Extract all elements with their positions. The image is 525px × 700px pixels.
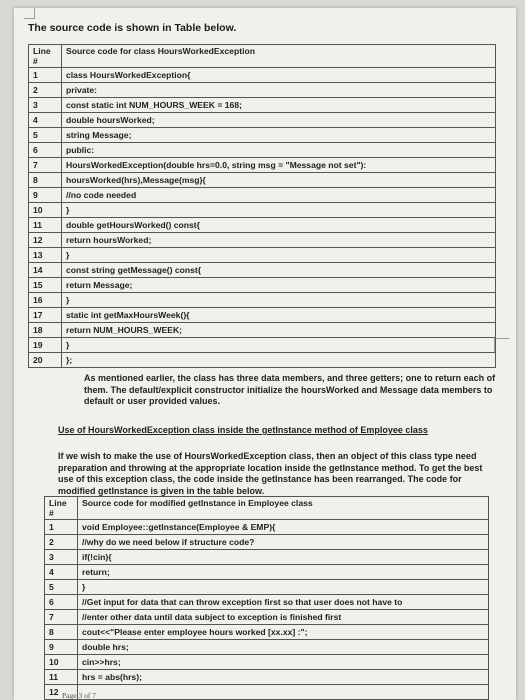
code-row bbox=[29, 308, 496, 323]
code-line: } bbox=[62, 248, 496, 263]
table-header-row bbox=[29, 45, 496, 68]
line-number: 3 bbox=[45, 550, 78, 565]
code-line: const static int NUM_HOURS_WEEK = 168; bbox=[62, 98, 496, 113]
code-line: //no code needed bbox=[62, 188, 496, 203]
code-row bbox=[29, 143, 496, 158]
code-row bbox=[29, 173, 496, 188]
line-number: 11 bbox=[29, 218, 62, 233]
line-number: 17 bbox=[29, 308, 62, 323]
line-number: 4 bbox=[29, 113, 62, 128]
line-number: 4 bbox=[45, 565, 78, 580]
code-line: private: bbox=[62, 83, 496, 98]
code-row bbox=[45, 520, 489, 535]
line-number: 12 bbox=[45, 685, 78, 700]
table-header-row bbox=[45, 497, 489, 520]
code-row bbox=[45, 640, 489, 655]
code-line: return hoursWorked; bbox=[62, 233, 496, 248]
code-row bbox=[29, 128, 496, 143]
code-line: return Message; bbox=[62, 278, 496, 293]
code-line: const string getMessage() const{ bbox=[62, 263, 496, 278]
code-line: } bbox=[78, 580, 489, 595]
code-line: //enter other data until data subject to exception is finished first bbox=[78, 610, 489, 625]
code-row bbox=[29, 353, 496, 368]
line-number: 7 bbox=[45, 610, 78, 625]
code-row bbox=[45, 595, 489, 610]
code-row bbox=[45, 550, 489, 565]
code-row bbox=[45, 670, 489, 685]
code-row bbox=[45, 565, 489, 580]
code-row bbox=[29, 158, 496, 173]
code-line: string Message; bbox=[62, 128, 496, 143]
code-line: } bbox=[62, 338, 496, 353]
code-row bbox=[29, 293, 496, 308]
code-line: static int getMaxHoursWeek(){ bbox=[62, 308, 496, 323]
line-number: 14 bbox=[29, 263, 62, 278]
code-row bbox=[29, 83, 496, 98]
line-number: 16 bbox=[29, 293, 62, 308]
code-line: return NUM_HOURS_WEEK; bbox=[62, 323, 496, 338]
line-number: 9 bbox=[29, 188, 62, 203]
code-line: } bbox=[62, 203, 496, 218]
source-code-table-1 bbox=[28, 44, 496, 368]
code-row bbox=[45, 610, 489, 625]
line-number: 19 bbox=[29, 338, 62, 353]
code-row bbox=[29, 203, 496, 218]
line-number: 13 bbox=[29, 248, 62, 263]
line-number: 2 bbox=[29, 83, 62, 98]
line-number: 15 bbox=[29, 278, 62, 293]
code-line: //Get input for data that can throw exception first so that user does not have to bbox=[78, 595, 489, 610]
code-row bbox=[29, 263, 496, 278]
corner-mark bbox=[24, 8, 35, 19]
code-row bbox=[45, 655, 489, 670]
code-row bbox=[45, 580, 489, 595]
page-footer: Page 3 of 7 bbox=[62, 691, 96, 700]
line-number: 1 bbox=[29, 68, 62, 83]
paragraph-getinstance: If we wish to make the use of HoursWorkedException class, then an object of this class type need preparation and throwing at the appropriate location inside the getInstance method. To get the best use of this exception class, the code inside the getInstance has been rearranged. The code for modified getInstance is given in the table below. bbox=[58, 451, 483, 496]
code-row bbox=[29, 218, 496, 233]
code-line bbox=[78, 685, 489, 700]
code-line: } bbox=[62, 293, 496, 308]
code-row bbox=[45, 625, 489, 640]
code-line: public: bbox=[62, 143, 496, 158]
line-number: 11 bbox=[45, 670, 78, 685]
section-heading: Use of HoursWorkedException class inside the getInstance method of Employee class bbox=[58, 425, 428, 435]
line-number: 5 bbox=[45, 580, 78, 595]
line-number: 3 bbox=[29, 98, 62, 113]
code-line: hrs = abs(hrs); bbox=[78, 670, 489, 685]
line-number: 9 bbox=[45, 640, 78, 655]
code-line: double getHoursWorked() const{ bbox=[62, 218, 496, 233]
code-line: void Employee::getInstance(Employee & EMP){ bbox=[78, 520, 489, 535]
code-line: }; bbox=[62, 353, 496, 368]
code-line: //why do we need below if structure code? bbox=[78, 535, 489, 550]
line-column-header: Line # bbox=[29, 45, 62, 68]
code-row bbox=[29, 233, 496, 248]
corner-mark bbox=[494, 338, 509, 353]
source-column-header: Source code for class HoursWorkedException bbox=[62, 45, 496, 68]
code-row bbox=[29, 68, 496, 83]
code-line: double hoursWorked; bbox=[62, 113, 496, 128]
line-number: 10 bbox=[29, 203, 62, 218]
code-line: return; bbox=[78, 565, 489, 580]
code-line: cout<<"Please enter employee hours worked [xx.xx] :"; bbox=[78, 625, 489, 640]
line-column-header: Line # bbox=[45, 497, 78, 520]
line-number: 18 bbox=[29, 323, 62, 338]
line-number: 12 bbox=[29, 233, 62, 248]
line-number: 6 bbox=[45, 595, 78, 610]
code-row bbox=[29, 338, 496, 353]
line-number: 7 bbox=[29, 158, 62, 173]
code-line: class HoursWorkedException{ bbox=[62, 68, 496, 83]
source-code-table-2 bbox=[44, 496, 489, 700]
code-row bbox=[29, 188, 496, 203]
line-number: 2 bbox=[45, 535, 78, 550]
code-line: cin>>hrs; bbox=[78, 655, 489, 670]
code-row bbox=[29, 323, 496, 338]
code-row bbox=[29, 113, 496, 128]
code-line: if(!cin){ bbox=[78, 550, 489, 565]
intro-text: The source code is shown in Table below. bbox=[28, 22, 237, 34]
code-row bbox=[29, 278, 496, 293]
code-line: HoursWorkedException(double hrs=0.0, string msg = "Message not set"): bbox=[62, 158, 496, 173]
code-row bbox=[29, 98, 496, 113]
line-number: 6 bbox=[29, 143, 62, 158]
code-line: double hrs; bbox=[78, 640, 489, 655]
line-number: 8 bbox=[29, 173, 62, 188]
code-row bbox=[45, 685, 489, 700]
line-number: 20 bbox=[29, 353, 62, 368]
line-number: 1 bbox=[45, 520, 78, 535]
line-number: 10 bbox=[45, 655, 78, 670]
document-page bbox=[14, 8, 516, 700]
code-row bbox=[45, 535, 489, 550]
line-number: 8 bbox=[45, 625, 78, 640]
source-column-header: Source code for modified getInstance in Employee class bbox=[78, 497, 489, 520]
paragraph-class-summary: As mentioned earlier, the class has three data members, and three getters; one to return each of them. The default/explicit constructor initialize the hoursWorked and Message data members to default or user provided values. bbox=[84, 373, 496, 406]
code-row bbox=[29, 248, 496, 263]
line-number: 5 bbox=[29, 128, 62, 143]
code-line: hoursWorked(hrs),Message(msg){ bbox=[62, 173, 496, 188]
